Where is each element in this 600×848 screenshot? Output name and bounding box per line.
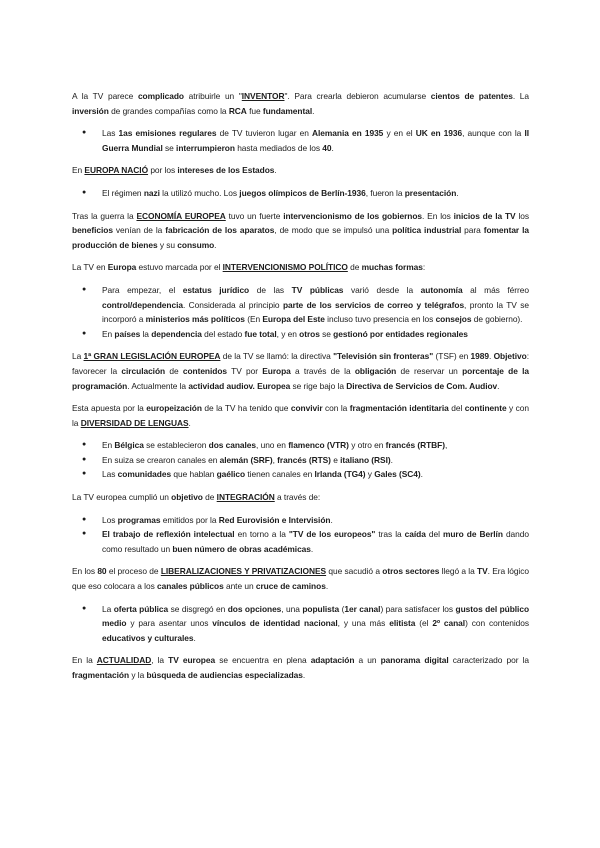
text-run-bold: muro de Berlín (442, 529, 503, 540)
text-run-bold: autonomía (420, 284, 463, 295)
text-run-bold: Europa (262, 365, 291, 376)
text-run-bold: muchas formas (361, 262, 423, 273)
text-run: : (422, 262, 426, 273)
text-run: . En los (422, 210, 454, 221)
list-item (102, 283, 529, 327)
text-run-bold: oferta pública (113, 603, 169, 614)
text-run-bold: programas (117, 514, 161, 525)
text-run-bold-underline: LIBERALIZACIONES Y PRIVATIZACIONES (160, 566, 327, 577)
text-run: En suiza se crearon canales en (102, 454, 220, 465)
text-run: , aunque con la (462, 128, 525, 139)
text-run-bold: Directiva de Servicios de Com. Audiov (346, 380, 498, 391)
text-run: . (310, 543, 314, 554)
text-run: Esta apuesta por la (72, 403, 147, 414)
text-run: el proceso de (106, 566, 161, 577)
text-run: , uno en (256, 440, 289, 451)
text-run: e (330, 454, 341, 465)
text-run: de grandes compañías como la (108, 105, 229, 116)
text-run: al más férreo (462, 284, 529, 295)
text-run-bold: convivir (290, 403, 323, 414)
text-run-bold: consumo (177, 239, 215, 250)
text-run-bold: 1as emisiones regulares (118, 128, 217, 139)
text-run: del estado (201, 328, 245, 339)
text-run: tuvo un fuerte (225, 210, 284, 221)
text-run: de (165, 365, 183, 376)
text-run-bold: intereses de los Estados (177, 165, 275, 176)
document-page (72, 89, 529, 691)
paragraph-legislacion (72, 349, 529, 393)
text-run: incluso tuvo presencia en los (324, 314, 436, 325)
list-integracion (72, 513, 529, 557)
text-run-bold: RCA (228, 105, 247, 116)
text-run: del (425, 529, 443, 540)
text-run: Tras la guerra la (72, 210, 137, 221)
list-intervencionismo (72, 283, 529, 341)
text-run: y otro en (348, 440, 386, 451)
text-run-bold: beneficios (72, 225, 113, 236)
text-run: En los (72, 566, 98, 577)
text-run-bold: inicios de la TV (453, 210, 516, 221)
text-run: . (325, 581, 329, 592)
text-run-bold: fabricación de los aparatos (165, 225, 275, 236)
text-run: . Actualmente la (127, 380, 189, 391)
text-run: y con la (72, 403, 530, 428)
text-run-bold: "TV de los europeos" (288, 529, 376, 540)
paragraph-inventor (72, 89, 529, 118)
text-run-bold: flamenco (VTR) (288, 440, 349, 451)
list-oferta-publica (72, 602, 529, 646)
text-run-bold: dependencia (151, 328, 202, 339)
text-run-bold: continente (464, 403, 507, 414)
text-run-bold: 2º canal (432, 618, 466, 629)
text-run-bold: fragmentación identitaria (349, 403, 449, 414)
text-run: con la (322, 403, 350, 414)
text-run-bold: fue total (244, 328, 277, 339)
text-run: (el (415, 618, 433, 629)
text-run-bold: El trabajo de reflexión intelectual (102, 529, 235, 540)
paragraph-integracion (72, 490, 529, 505)
text-run-bold: 40 (322, 142, 332, 153)
text-run: En (102, 328, 115, 339)
text-run-bold: inversión (72, 105, 109, 116)
text-run: a través de: (274, 492, 321, 503)
text-run-bold: circulación (121, 365, 166, 376)
text-run-bold: comunidades (117, 469, 172, 480)
text-run-bold: política industrial (392, 225, 462, 236)
list-item (102, 186, 529, 201)
text-run-bold: ministerios más políticos (145, 314, 245, 325)
text-run: La (102, 603, 114, 614)
text-run: del (448, 403, 465, 414)
text-run-bold: búsqueda de audiencias especializadas (146, 670, 303, 680)
text-run: . Considerada al principio (182, 299, 283, 310)
text-run-bold: Objetivo (493, 351, 527, 362)
list-nazi-regime (72, 186, 529, 201)
text-run-bold-underline: ECONOMÍA EUROPEA (136, 210, 226, 221)
text-run-bold: populista (302, 603, 340, 614)
text-run: . Era lógico que eso colocara a los (72, 566, 529, 592)
text-run: y en el (383, 128, 416, 139)
text-run-bold: 1er canal (344, 603, 381, 614)
text-run: , (444, 440, 448, 451)
text-run-bold: objetivo (171, 492, 203, 503)
text-run: de las (249, 284, 292, 295)
text-run: , de modo que se impulsó una (274, 225, 393, 236)
text-run: . (390, 454, 393, 465)
text-run: de la TV se llamó: la directiva (220, 351, 334, 362)
text-run-bold-underline: EUROPA NACIÓ (84, 165, 149, 176)
text-run-bold: fragmentación (72, 670, 130, 680)
list-item (102, 453, 529, 468)
text-run: varió desde la (343, 284, 421, 295)
text-run: TV por (227, 365, 263, 376)
text-run: atribuirle un " (183, 91, 242, 101)
text-run: , fueron la (365, 187, 405, 198)
text-run-bold: francés (RTS) (277, 454, 331, 465)
text-run: se rige bajo la (290, 380, 347, 391)
text-run-bold: gestionó por entidades regionales (333, 328, 468, 339)
text-run: . (188, 417, 191, 428)
text-run: de la TV ha tenido que (201, 403, 291, 414)
text-run: En la (72, 655, 97, 666)
text-run: (TSF) en (433, 351, 471, 362)
text-run: para (461, 225, 484, 236)
text-run: se encuentra en plena (215, 655, 311, 666)
text-run: que sacudió a (326, 566, 383, 577)
text-run-bold: contenidos (182, 365, 228, 376)
text-run: ) con contenidos (465, 618, 529, 629)
text-run-bold: UK en 1936 (415, 128, 463, 139)
text-run-bold: educativos y culturales (102, 632, 194, 643)
text-run: que hablan (171, 469, 217, 480)
text-run: , (272, 454, 278, 465)
text-run-bold (223, 262, 348, 272)
text-run: y la (129, 670, 147, 680)
text-run-bold: "Televisión sin fronteras" (333, 351, 434, 362)
text-run-bold: TV públicas (291, 284, 344, 295)
text-run-bold: adaptación (310, 655, 355, 666)
text-run-bold: cientos de patentes (430, 91, 513, 101)
paragraph-actualidad (72, 653, 529, 682)
text-run: . (312, 105, 315, 116)
text-run: y su (157, 239, 178, 250)
list-item (102, 327, 529, 342)
list-item (102, 438, 529, 453)
text-run-bold (161, 566, 326, 576)
text-run-bold: 80 (97, 566, 107, 577)
text-run: caracterizado por la (448, 655, 530, 666)
text-run: la (140, 328, 152, 339)
text-run: se (319, 328, 334, 339)
text-run: a un (354, 655, 381, 666)
text-run: . (330, 514, 333, 525)
text-run-bold: control/dependencia (102, 299, 183, 310)
text-run: , una (281, 603, 303, 614)
text-run: emitidos por la (160, 514, 219, 525)
text-run: En (102, 440, 115, 451)
text-run: . (193, 632, 196, 643)
list-item (102, 602, 529, 646)
text-run: . (274, 165, 277, 176)
text-run: , la (151, 655, 169, 666)
text-run-bold: consejos (435, 314, 472, 325)
text-run-bold: II Guerra Mundial (102, 128, 530, 153)
text-run-bold: juegos olímpicos de Berlín-1936 (239, 187, 366, 198)
list-item (102, 467, 529, 482)
text-run: se establecieron (143, 440, 209, 451)
paragraph-economia-europea (72, 209, 529, 253)
text-run: , pronto la TV se incorporó a (102, 299, 529, 325)
text-run: dando como resultado un (102, 529, 529, 554)
text-run-bold: nazi (143, 187, 160, 198)
text-run-bold: Europa del Este (262, 314, 325, 325)
text-run: y para asentar unos (126, 618, 213, 629)
text-run-bold: Irlanda (TG4) (314, 469, 366, 480)
text-run-bold (84, 351, 221, 361)
text-run: ". Para crearla debieron acumularse (284, 91, 431, 101)
list-item (102, 527, 529, 556)
text-run: Los (102, 514, 118, 525)
text-run-bold: francés (RTBF) (385, 440, 445, 451)
text-run: La TV en (72, 262, 108, 273)
text-run-bold: Bélgica (114, 440, 144, 451)
text-run: los (515, 210, 530, 221)
text-run: ( (339, 603, 345, 614)
text-run-bold-underline: 1ª GRAN LEGISLACIÓN EUROPEA (83, 351, 221, 362)
text-run: . (456, 187, 459, 198)
text-run-bold: Red Eurovisión e Intervisión (218, 514, 331, 525)
text-run: . (214, 239, 217, 250)
text-run-bold: Gales (SC4) (374, 469, 421, 480)
text-run-bold: vínculos de identidad nacional (212, 618, 338, 629)
list-item (102, 126, 529, 155)
text-run-bold: obligación (354, 365, 397, 376)
text-run: estuvo marcada por el (136, 262, 223, 273)
text-run-bold: interrumpieron (176, 142, 235, 153)
text-run: tras la (375, 529, 405, 540)
text-run-bold-underline: DIVERSIDAD DE LENGUAS (80, 417, 189, 428)
text-run-bold: otros sectores (382, 566, 440, 577)
text-run-bold-underline: INTEGRACIÓN (216, 492, 275, 503)
text-run-bold (84, 165, 148, 175)
text-run: a través de la (290, 365, 355, 376)
text-run-bold: caída (404, 529, 426, 540)
paragraph-europa-nacio (72, 163, 529, 178)
text-run: hasta mediados de los (234, 142, 323, 153)
text-run: de TV tuvieron lugar en (216, 128, 313, 139)
text-run-bold: buen número de obras académicas (172, 543, 311, 554)
text-run: : favorecer la (72, 351, 529, 376)
text-run: , y en (276, 328, 300, 339)
text-run: ante un (223, 581, 256, 592)
text-run-bold: dos opciones (227, 603, 282, 614)
text-run-bold (81, 418, 189, 428)
text-run: se (162, 142, 177, 153)
text-run: fue (246, 105, 263, 116)
text-run-bold: presentación (404, 187, 457, 198)
text-run: . (420, 469, 423, 480)
text-run: de reservar un (396, 365, 463, 376)
text-run-bold: países (114, 328, 141, 339)
text-run-bold: europeización (146, 403, 202, 414)
text-run: ) para satisfacer los (380, 603, 456, 614)
text-run: (En (244, 314, 263, 325)
text-run: la utilizó mucho. Los (159, 187, 240, 198)
text-run-bold (97, 655, 151, 665)
text-run: , y una más (337, 618, 390, 629)
text-run-bold-underline: INVENTOR (241, 91, 285, 101)
text-run-bold: actividad audiov. Europea (188, 380, 291, 391)
text-run-bold: fomentar la producción de bienes (72, 225, 529, 250)
paragraph-europeizacion (72, 401, 529, 430)
text-run: en torno a la (234, 529, 289, 540)
text-run-bold: dos canales (208, 440, 257, 451)
text-run: de (202, 492, 217, 503)
text-run-bold: intervencionismo de los gobiernos (283, 210, 423, 221)
text-run-bold: panorama digital (380, 655, 449, 666)
text-run: y (365, 469, 375, 480)
text-run-bold: canales públicos (156, 581, 224, 592)
text-run: . (331, 142, 334, 153)
text-run: La TV europea cumplió un (72, 492, 172, 503)
text-run: llegó a la (439, 566, 478, 577)
text-run: . La (512, 91, 529, 101)
text-run-bold-underline: INTERVENCIONISMO POLÍTICO (222, 262, 348, 273)
text-run: tienen canales en (245, 469, 315, 480)
text-run: venían de la (112, 225, 166, 236)
text-run-bold: porcentaje de la programación (72, 365, 530, 391)
text-run-bold: parte de los servicios de correo y telégrafos (282, 299, 465, 310)
text-run-bold (136, 211, 225, 221)
text-run-bold: Europa (107, 262, 137, 273)
text-run: Para empezar, el (102, 284, 183, 295)
list-lenguas (72, 438, 529, 482)
text-run: En (72, 165, 85, 176)
text-run: . (488, 351, 494, 362)
text-run: La (72, 351, 84, 362)
text-run: por los (148, 165, 178, 176)
text-run-bold: estatus jurídico (182, 284, 250, 295)
text-run-bold (242, 91, 285, 101)
list-item (102, 513, 529, 528)
text-run: . (497, 380, 500, 391)
text-run: El régimen (102, 187, 144, 198)
text-run: de gobierno). (471, 314, 523, 325)
text-run-bold: fundamental (262, 105, 313, 116)
text-run: A la TV parece (72, 91, 138, 101)
text-run-bold: alemán (SRF) (219, 454, 273, 465)
text-run-bold: otros (299, 328, 320, 339)
text-run-bold (217, 492, 275, 502)
paragraph-intervencionismo (72, 260, 529, 275)
text-run-bold: italiano (RSI) (340, 454, 391, 465)
paragraph-liberalizaciones (72, 564, 529, 593)
text-run-bold: elitista (389, 618, 416, 629)
text-run-bold-underline: ACTUALIDAD (96, 655, 152, 666)
list-first-broadcasts (72, 126, 529, 155)
text-run-bold: 1989 (470, 351, 489, 362)
text-run: Las (102, 128, 119, 139)
text-run: Las (102, 469, 118, 480)
text-run-bold: TV europea (168, 655, 216, 666)
text-run-bold: cruce de caminos (255, 581, 326, 592)
text-run: de (347, 262, 362, 273)
text-run-bold: Alemania en 1935 (312, 128, 384, 139)
text-run-bold: complicado (137, 91, 184, 101)
text-run-bold: gaélico (216, 469, 246, 480)
text-run-bold: gustos del público medio (102, 603, 530, 629)
text-run: se disgregó en (168, 603, 228, 614)
text-run: . (302, 670, 306, 680)
text-run-bold: TV (477, 566, 488, 577)
